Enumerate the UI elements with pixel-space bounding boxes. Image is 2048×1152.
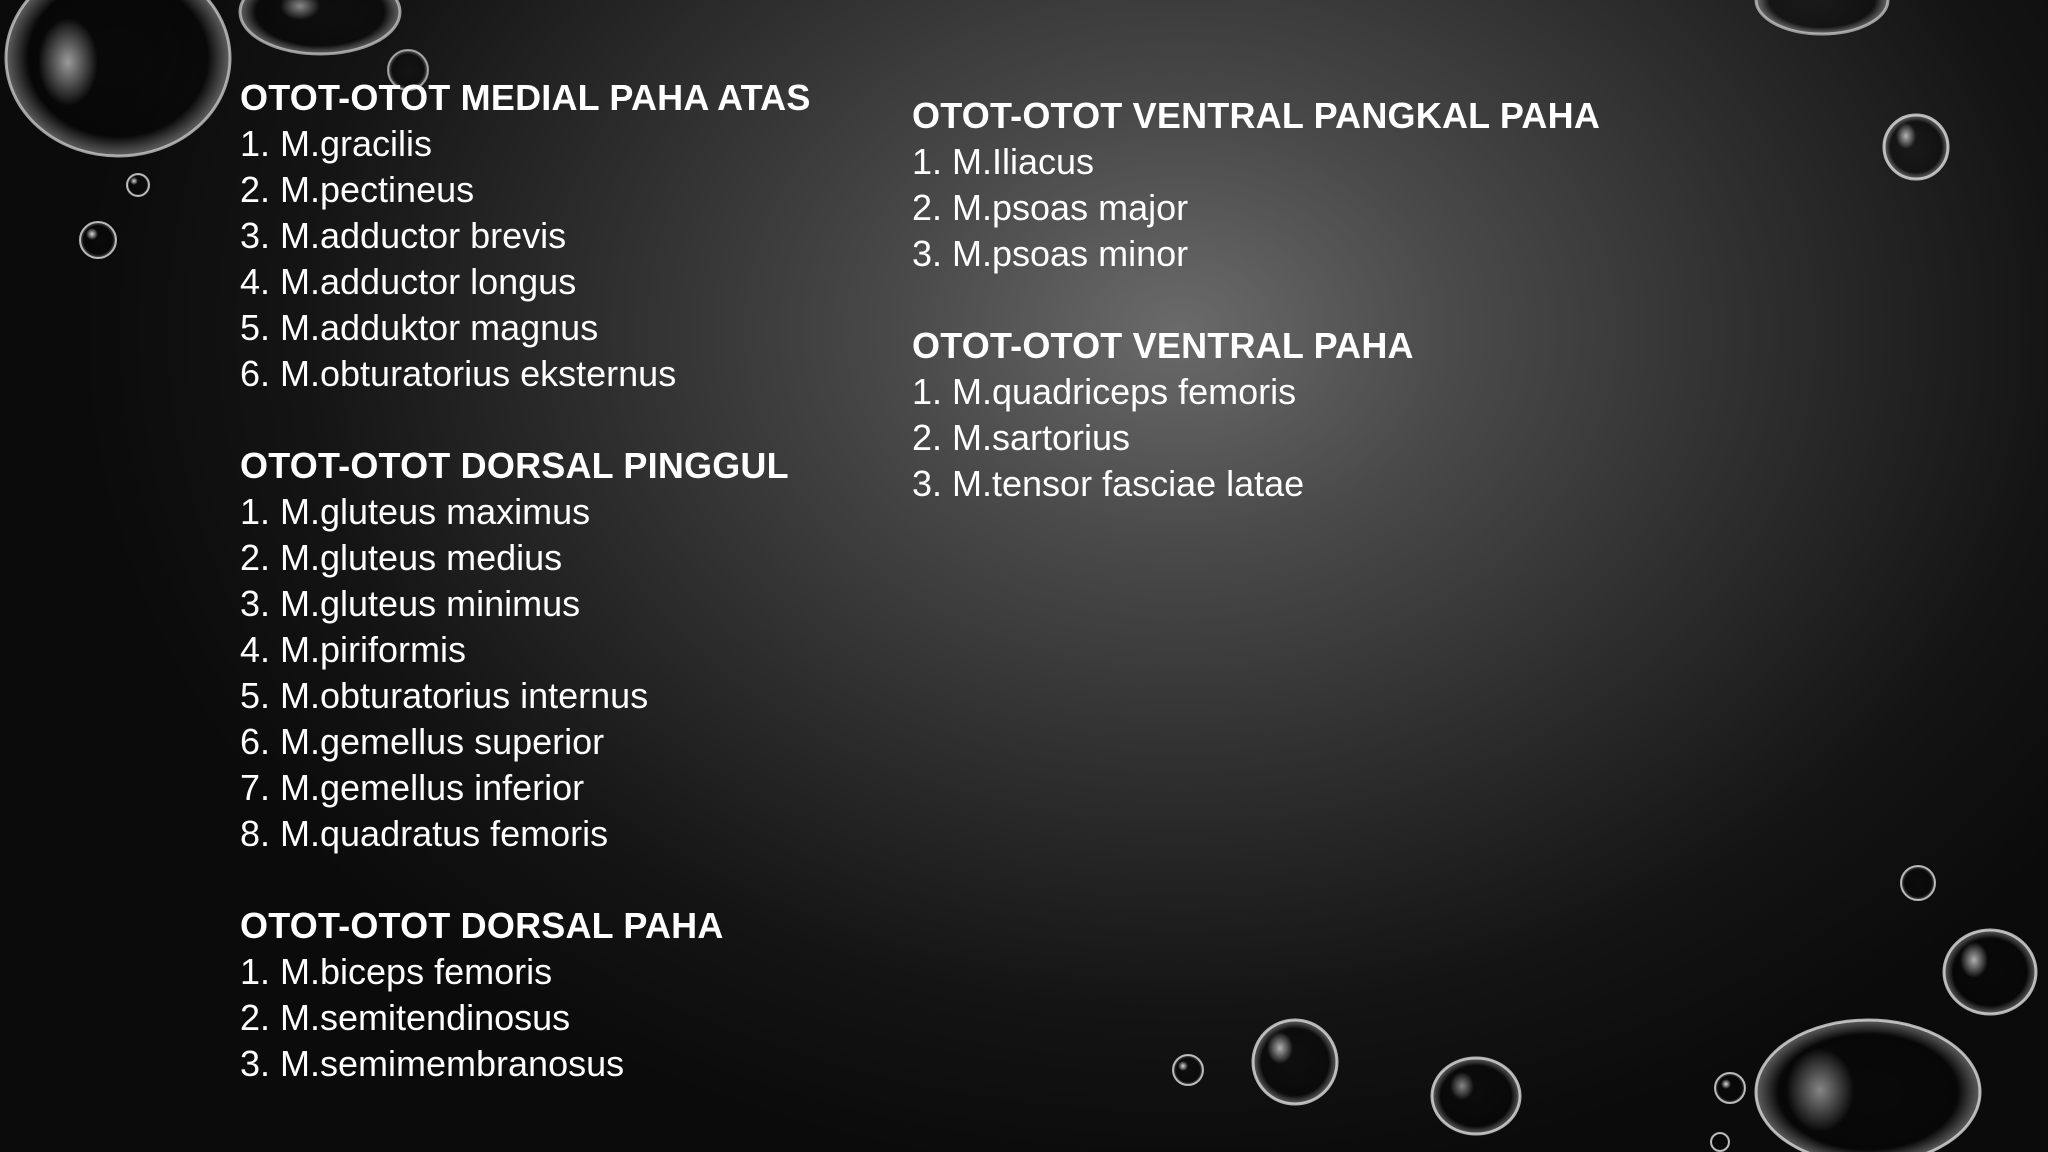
water-droplet-icon bbox=[127, 174, 149, 196]
list-item: 3. M.psoas minor bbox=[912, 233, 1189, 274]
section-heading: OTOT-OTOT VENTRAL PAHA bbox=[912, 325, 1414, 366]
list-item: 5. M.adduktor magnus bbox=[240, 307, 599, 348]
list-item: 3. M.adductor brevis bbox=[240, 215, 567, 256]
list-item: 4. M.adductor longus bbox=[240, 261, 577, 302]
section-heading: OTOT-OTOT VENTRAL PANGKAL PAHA bbox=[912, 95, 1601, 136]
water-droplet-icon bbox=[1901, 866, 1935, 900]
water-droplet-icon bbox=[1715, 1073, 1745, 1103]
list-item: 4. M.piriformis bbox=[240, 629, 467, 670]
water-droplet-icon bbox=[1884, 115, 1948, 179]
water-droplet-icon bbox=[1756, 0, 1888, 34]
section-heading: OTOT-OTOT MEDIAL PAHA ATAS bbox=[240, 77, 811, 118]
section-heading: OTOT-OTOT DORSAL PAHA bbox=[240, 905, 724, 946]
water-droplet-icon bbox=[1173, 1055, 1203, 1085]
list-item: 3. M.semimembranosus bbox=[240, 1043, 625, 1084]
list-item: 1. M.Iliacus bbox=[912, 141, 1095, 182]
muscle-list bbox=[912, 369, 1600, 507]
list-item: 1. M.gluteus maximus bbox=[240, 491, 591, 532]
list-item: 3. M.gluteus minimus bbox=[240, 583, 581, 624]
right-column bbox=[912, 93, 1600, 553]
list-item: 2. M.gluteus medius bbox=[240, 537, 563, 578]
muscle-list bbox=[240, 121, 811, 397]
water-droplet-icon bbox=[1711, 1133, 1729, 1151]
muscle-list bbox=[240, 949, 811, 1087]
list-item: 5. M.obturatorius internus bbox=[240, 675, 649, 716]
left-column bbox=[240, 75, 811, 1133]
muscle-list bbox=[912, 139, 1600, 277]
list-item: 2. M.semitendinosus bbox=[240, 997, 571, 1038]
list-item: 3. M.tensor fasciae latae bbox=[912, 463, 1305, 504]
water-droplet-icon bbox=[1432, 1058, 1520, 1134]
water-droplet-icon bbox=[1253, 1020, 1337, 1104]
list-item: 2. M.pectineus bbox=[240, 169, 475, 210]
list-item: 6. M.gemellus superior bbox=[240, 721, 605, 762]
section-dorsal-pinggul bbox=[240, 443, 811, 857]
list-item: 1. M.biceps femoris bbox=[240, 951, 553, 992]
section-ventral-pangkal-paha bbox=[912, 93, 1600, 277]
list-item: 1. M.quadriceps femoris bbox=[912, 371, 1297, 412]
section-medial-paha-atas bbox=[240, 75, 811, 397]
water-droplet-icon bbox=[240, 0, 400, 54]
list-item: 1. M.gracilis bbox=[240, 123, 433, 164]
water-droplet-icon bbox=[1756, 1020, 1980, 1152]
section-heading: OTOT-OTOT DORSAL PINGGUL bbox=[240, 445, 789, 486]
list-item: 8. M.quadratus femoris bbox=[240, 813, 609, 854]
muscle-list bbox=[240, 489, 811, 857]
water-droplet-icon bbox=[80, 222, 116, 258]
section-dorsal-paha bbox=[240, 903, 811, 1087]
water-droplet-icon bbox=[1944, 930, 2036, 1014]
list-item: 7. M.gemellus inferior bbox=[240, 767, 585, 808]
list-item: 2. M.sartorius bbox=[912, 417, 1131, 458]
list-item: 6. M.obturatorius eksternus bbox=[240, 353, 677, 394]
list-item: 2. M.psoas major bbox=[912, 187, 1189, 228]
water-droplet-icon bbox=[6, 0, 230, 156]
section-ventral-paha bbox=[912, 323, 1600, 507]
